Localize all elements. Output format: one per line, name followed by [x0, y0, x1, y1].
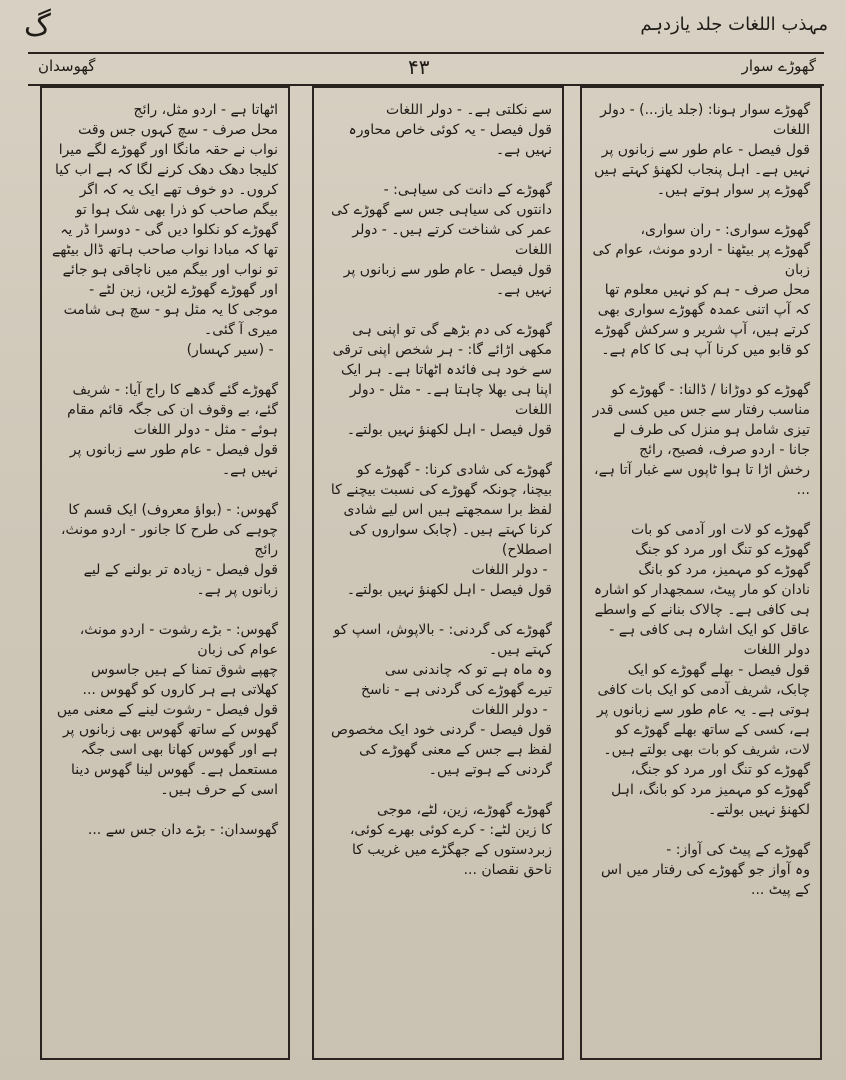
left-column-frame — [40, 86, 290, 1060]
header-left-word: گھوسدان — [38, 57, 96, 75]
top-left-letter-mark: گ — [24, 8, 51, 43]
header-right-word: گھوڑے سوار — [741, 57, 816, 75]
book-title: مہذب اللغات جلد یازدہم — [640, 14, 828, 35]
running-header — [28, 52, 824, 86]
page-number: ۴۳ — [408, 55, 430, 79]
right-column-text: گھوڑے سوار ہونا: (جلد یاز...) - دولر اللغات قول فیصل - عام طور سے زبانوں پر نہیں ہے۔ اہل پنجاب لکھنؤ کہتے ہیں گھوڑے پر سوار ہوتے ہیں۔ گھوڑے سواری: - ران سواری، گھوڑے پر بیٹھنا - اردو مونث، عوام کی زبان محل صرف - ہم کو نہیں معلوم تھا کہ آپ اتنی عمدہ گھوڑے سواری بھی کرتے ہیں، آپ شریر و سرکش گھوڑے کو قابو میں کرنا آپ ہی کا کام ہے۔ گھوڑے کو دوڑانا / ڈالنا: - گھوڑے کو مناسب رفتار سے جس میں کسی قدر تیزی شامل ہو منزل کی طرف لے جانا - اردو صرف، فصیح، رائج رخش اڑا تا ہوا ٹاپوں سے غبار آتا ہے، ... گھوڑے کو لات اور آدمی کو بات گھوڑے کو تنگ اور مرد کو جنگ گھوڑے کو مہمیز، مرد کو بانگ نادان کو مار پیٹ، سمجھدار کو اشارہ ہی کافی ہے۔ چالاک بنانے کے واسطے عاقل کو ایک اشارہ ہی کافی ہے - دولر اللغات قول فیصل - بھلے گھوڑے کو ایک چابک، شریف آدمی کو ایک بات کافی ہوتی ہے۔ یہ عام طور سے زبانوں پر ہے، کسی کے ساتھ بھلے گھوڑے کو لات، شریف کو بات بھی بولتے ہیں۔ گھوڑے کو تنگ اور مرد کو جنگ، گھوڑے کو مہمیز مرد کو بانگ، اہل لکھنؤ نہیں بولتے۔ گھوڑے کے پیٹ کی آواز: - وہ آواز جو گھوڑے کی رفتار میں اس کے پیٹ ... — [592, 102, 810, 898]
right-column-frame — [580, 86, 822, 1060]
top-header — [0, 0, 846, 50]
left-column-text: اٹھاتا ہے - اردو مثل، رائج محل صرف - سچ کہوں جس وقت نواب نے حقہ مانگا اور گھوڑے لگے میرا کلیجا دھک دھک کرنے لگا کہ ہے اب کیا کروں۔ دو خوف تھے ایک یہ کہ اگر بیگم صاحب کو ذرا بھی شک ہوا تو گھوڑے کو نکلوا دیں گی - دوسرا ڈر یہ تھا کہ مبادا نواب صاحب ہاتھ ڈال بیٹھے تو نواب اور بیگم میں ناچاقی ہو جائے اور گھوڑے گھوڑے لڑیں، زین لٹے - موجی کا یہ مثل ہو - سچ ہی شامت میری آ گئی۔ - (سیر کہسار) گھوڑے گئے گدھے کا راج آیا: - شریف گئے، بے وقوف ان کی جگہ قائم مقام ہوئے - مثل - دولر اللغات قول فیصل - عام طور سے زبانوں پر نہیں ہے۔ گھوس: - (بواؤ معروف) ایک قسم کا چوہے کی طرح کا جانور - اردو مونث، رائج قول فیصل - زیادہ تر بولنے کے لیے زبانوں پر ہے۔ گھوس: - بڑے رشوت - اردو مونث، عوام کی زبان چھپے شوق تمنا کے ہیں جاسوس کھلاتی ہے ہر کاروں کو گھوس ... قول فیصل - رشوت لینے کے معنی میں گھوس کے ساتھ گھوس بھی زبانوں پر ہے اور گھوس کھانا بھی اسی جگہ مستعمل ہے۔ گھوس لینا گھوس دینا اسی کے حرف ہیں۔ گھوسدان: - بڑے دان جس سے ... — [51, 102, 278, 838]
middle-column-text: سے نکلتی ہے۔ - دولر اللغات قول فیصل - یہ کوئی خاص محاورہ نہیں ہے۔ گھوڑے کے دانت کی سیاہی: - دانتوں کی سیاہی جس سے گھوڑے کی عمر کی شناخت کرتے ہیں۔ - دولر اللغات قول فیصل - عام طور سے زبانوں پر نہیں ہے۔ گھوڑے کی دم بڑھے گی تو اپنی ہی مکھی اڑائے گا: - ہر شخص اپنی ترقی سے خود ہی فائدہ اٹھاتا ہے۔ ہر ایک اپنا ہی بھلا چاہتا ہے۔ - مثل - دولر اللغات قول فیصل - اہل لکھنؤ نہیں بولتے۔ گھوڑے کی شادی کرنا: - گھوڑے کو بیچنا، چونکہ گھوڑے کی نسبت بیچنے کا لفظ برا سمجھتے ہیں اس لیے شادی کرنا کہتے ہیں۔ (چابک سواروں کی اصطلاح) - دولر اللغات قول فیصل - اہل لکھنؤ نہیں بولتے۔ گھوڑے کی گردنی: - بالاپوش، اسپ کو کہتے ہیں۔ وہ ماہ ہے تو کہ چاندنی سی تیرے گھوڑے کی گردنی ہے - ناسخ - دولر اللغات قول فیصل - گردنی خود ایک مخصوص لفظ ہے جس کے معنی گھوڑے کی گردنی کے ہوتے ہیں۔ گھوڑے گھوڑے، زین، لٹے، موجی کا زین لٹے: - کرے کوئی بھرے کوئی، زبردستوں کے جھگڑے میں غریب کا ناحق نقصان ... — [330, 102, 552, 878]
middle-column-frame — [312, 86, 564, 1060]
